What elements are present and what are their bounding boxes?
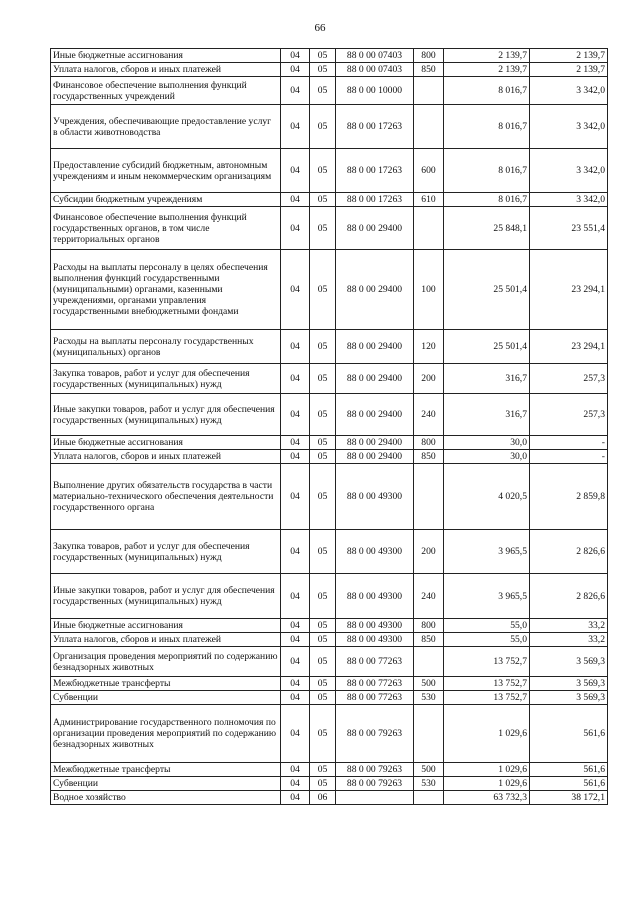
section-code-cell: 04 <box>281 464 310 530</box>
expense-type-cell <box>414 791 444 805</box>
expense-type-cell: 610 <box>414 193 444 207</box>
amount-2-cell: 3 342,0 <box>530 105 608 149</box>
amount-1-cell: 8 016,7 <box>444 77 530 105</box>
table-row <box>51 436 608 450</box>
table-row <box>51 530 608 574</box>
expense-type-cell <box>414 705 444 763</box>
target-article-cell: 88 0 00 77263 <box>336 677 414 691</box>
amount-2-cell: 2 139,7 <box>530 63 608 77</box>
target-article-cell: 88 0 00 17263 <box>336 105 414 149</box>
expense-type-cell <box>414 647 444 677</box>
row-name-cell: Субвенции <box>51 691 281 705</box>
amount-2-cell: 23 294,1 <box>530 330 608 364</box>
row-name-cell: Предоставление субсидий бюджетным, автономным учреждениям и иным некоммерческим организациям <box>51 149 281 193</box>
amount-2-cell: 38 172,1 <box>530 791 608 805</box>
expense-type-cell: 240 <box>414 574 444 619</box>
table-row <box>51 63 608 77</box>
section-code-cell: 04 <box>281 791 310 805</box>
expense-type-cell <box>414 207 444 250</box>
amount-2-cell: 3 342,0 <box>530 77 608 105</box>
section-code-cell: 04 <box>281 530 310 574</box>
budget-table <box>50 48 608 805</box>
row-name-cell: Иные бюджетные ассигнования <box>51 49 281 63</box>
amount-1-cell: 13 752,7 <box>444 677 530 691</box>
target-article-cell: 88 0 00 49300 <box>336 574 414 619</box>
row-name-cell: Водное хозяйство <box>51 791 281 805</box>
target-article-cell: 88 0 00 17263 <box>336 149 414 193</box>
amount-1-cell: 316,7 <box>444 394 530 436</box>
target-article-cell: 88 0 00 49300 <box>336 633 414 647</box>
amount-2-cell: 33,2 <box>530 633 608 647</box>
table-row <box>51 647 608 677</box>
table-body <box>51 49 608 805</box>
row-name-cell: Межбюджетные трансферты <box>51 763 281 777</box>
amount-1-cell: 63 732,3 <box>444 791 530 805</box>
section-code-cell: 04 <box>281 250 310 330</box>
subsection-code-cell: 05 <box>310 705 336 763</box>
section-code-cell: 04 <box>281 677 310 691</box>
subsection-code-cell: 05 <box>310 530 336 574</box>
amount-1-cell: 13 752,7 <box>444 647 530 677</box>
section-code-cell: 04 <box>281 691 310 705</box>
row-name-cell: Уплата налогов, сборов и иных платежей <box>51 63 281 77</box>
table-row <box>51 193 608 207</box>
row-name-cell: Уплата налогов, сборов и иных платежей <box>51 633 281 647</box>
table-row <box>51 763 608 777</box>
table-row <box>51 464 608 530</box>
target-article-cell: 88 0 00 29400 <box>336 436 414 450</box>
amount-1-cell: 1 029,6 <box>444 763 530 777</box>
subsection-code-cell: 05 <box>310 574 336 619</box>
amount-1-cell: 13 752,7 <box>444 691 530 705</box>
section-code-cell: 04 <box>281 647 310 677</box>
section-code-cell: 04 <box>281 777 310 791</box>
target-article-cell: 88 0 00 79263 <box>336 777 414 791</box>
section-code-cell: 04 <box>281 394 310 436</box>
target-article-cell: 88 0 00 79263 <box>336 705 414 763</box>
subsection-code-cell: 05 <box>310 436 336 450</box>
section-code-cell: 04 <box>281 450 310 464</box>
expense-type-cell: 800 <box>414 436 444 450</box>
table-row <box>51 619 608 633</box>
subsection-code-cell: 05 <box>310 677 336 691</box>
amount-1-cell: 3 965,5 <box>444 530 530 574</box>
amount-1-cell: 25 501,4 <box>444 250 530 330</box>
amount-2-cell: 3 569,3 <box>530 677 608 691</box>
subsection-code-cell: 05 <box>310 647 336 677</box>
table-row <box>51 450 608 464</box>
subsection-code-cell: 05 <box>310 330 336 364</box>
amount-2-cell: 561,6 <box>530 763 608 777</box>
subsection-code-cell: 05 <box>310 394 336 436</box>
table-row <box>51 677 608 691</box>
amount-1-cell: 3 965,5 <box>444 574 530 619</box>
section-code-cell: 04 <box>281 49 310 63</box>
amount-1-cell: 4 020,5 <box>444 464 530 530</box>
table-row <box>51 394 608 436</box>
amount-2-cell: 3 569,3 <box>530 647 608 677</box>
section-code-cell: 04 <box>281 193 310 207</box>
subsection-code-cell: 05 <box>310 105 336 149</box>
amount-2-cell: 257,3 <box>530 394 608 436</box>
expense-type-cell: 120 <box>414 330 444 364</box>
table-row <box>51 330 608 364</box>
expense-type-cell: 100 <box>414 250 444 330</box>
table-row <box>51 250 608 330</box>
target-article-cell: 88 0 00 17263 <box>336 193 414 207</box>
subsection-code-cell: 05 <box>310 763 336 777</box>
table-row <box>51 207 608 250</box>
amount-2-cell: 257,3 <box>530 364 608 394</box>
section-code-cell: 04 <box>281 105 310 149</box>
table-row <box>51 777 608 791</box>
amount-1-cell: 30,0 <box>444 450 530 464</box>
expense-type-cell: 240 <box>414 394 444 436</box>
subsection-code-cell: 05 <box>310 77 336 105</box>
section-code-cell: 04 <box>281 705 310 763</box>
row-name-cell: Выполнение других обязательств государства в части материально-технического обеспечения деятельности государственного органа <box>51 464 281 530</box>
expense-type-cell: 530 <box>414 691 444 705</box>
row-name-cell: Расходы на выплаты персоналу в целях обеспечения выполнения функций государственными (муниципальными) органами, казенными учреждениями, органами управления государственными внебюджетными фондами <box>51 250 281 330</box>
expense-type-cell: 850 <box>414 633 444 647</box>
subsection-code-cell: 05 <box>310 207 336 250</box>
amount-1-cell: 1 029,6 <box>444 705 530 763</box>
page-number: 66 <box>314 22 326 34</box>
row-name-cell: Иные закупки товаров, работ и услуг для обеспечения государственных (муниципальных) нужд <box>51 394 281 436</box>
expense-type-cell: 850 <box>414 63 444 77</box>
amount-2-cell: 561,6 <box>530 777 608 791</box>
amount-1-cell: 25 501,4 <box>444 330 530 364</box>
target-article-cell: 88 0 00 77263 <box>336 647 414 677</box>
expense-type-cell: 600 <box>414 149 444 193</box>
row-name-cell: Закупка товаров, работ и услуг для обеспечения государственных (муниципальных) нужд <box>51 364 281 394</box>
expense-type-cell: 200 <box>414 364 444 394</box>
subsection-code-cell: 06 <box>310 791 336 805</box>
section-code-cell: 04 <box>281 330 310 364</box>
amount-1-cell: 55,0 <box>444 619 530 633</box>
target-article-cell: 88 0 00 29400 <box>336 250 414 330</box>
table-row <box>51 49 608 63</box>
target-article-cell: 88 0 00 10000 <box>336 77 414 105</box>
section-code-cell: 04 <box>281 436 310 450</box>
expense-type-cell <box>414 105 444 149</box>
table-row <box>51 633 608 647</box>
section-code-cell: 04 <box>281 63 310 77</box>
amount-2-cell: 3 342,0 <box>530 149 608 193</box>
row-name-cell: Учреждения, обеспечивающие предоставление услуг в области животноводства <box>51 105 281 149</box>
amount-1-cell: 8 016,7 <box>444 193 530 207</box>
row-name-cell: Организация проведения мероприятий по содержанию безнадзорных животных <box>51 647 281 677</box>
section-code-cell: 04 <box>281 633 310 647</box>
amount-2-cell: 2 859,8 <box>530 464 608 530</box>
subsection-code-cell: 05 <box>310 250 336 330</box>
table-row <box>51 791 608 805</box>
section-code-cell: 04 <box>281 77 310 105</box>
target-article-cell: 88 0 00 29400 <box>336 450 414 464</box>
amount-2-cell: 33,2 <box>530 619 608 633</box>
target-article-cell: 88 0 00 79263 <box>336 763 414 777</box>
amount-2-cell: 2 139,7 <box>530 49 608 63</box>
amount-1-cell: 2 139,7 <box>444 49 530 63</box>
amount-2-cell: 3 342,0 <box>530 193 608 207</box>
table-row <box>51 705 608 763</box>
amount-2-cell: 23 294,1 <box>530 250 608 330</box>
target-article-cell: 88 0 00 07403 <box>336 63 414 77</box>
table-row <box>51 364 608 394</box>
subsection-code-cell: 05 <box>310 49 336 63</box>
target-article-cell: 88 0 00 49300 <box>336 530 414 574</box>
amount-2-cell: 3 569,3 <box>530 691 608 705</box>
subsection-code-cell: 05 <box>310 619 336 633</box>
subsection-code-cell: 05 <box>310 450 336 464</box>
row-name-cell: Финансовое обеспечение выполнения функций государственных учреждений <box>51 77 281 105</box>
subsection-code-cell: 05 <box>310 464 336 530</box>
amount-1-cell: 2 139,7 <box>444 63 530 77</box>
subsection-code-cell: 05 <box>310 633 336 647</box>
amount-1-cell: 1 029,6 <box>444 777 530 791</box>
expense-type-cell: 800 <box>414 619 444 633</box>
target-article-cell: 88 0 00 77263 <box>336 691 414 705</box>
section-code-cell: 04 <box>281 574 310 619</box>
amount-1-cell: 316,7 <box>444 364 530 394</box>
table-row <box>51 77 608 105</box>
subsection-code-cell: 05 <box>310 63 336 77</box>
row-name-cell: Закупка товаров, работ и услуг для обеспечения государственных (муниципальных) нужд <box>51 530 281 574</box>
amount-1-cell: 8 016,7 <box>444 149 530 193</box>
target-article-cell: 88 0 00 29400 <box>336 330 414 364</box>
amount-2-cell: 2 826,6 <box>530 530 608 574</box>
subsection-code-cell: 05 <box>310 691 336 705</box>
subsection-code-cell: 05 <box>310 193 336 207</box>
row-name-cell: Финансовое обеспечение выполнения функций государственных органов, в том числе территориальных органов <box>51 207 281 250</box>
expense-type-cell: 530 <box>414 777 444 791</box>
subsection-code-cell: 05 <box>310 777 336 791</box>
expense-type-cell: 850 <box>414 450 444 464</box>
expense-type-cell <box>414 464 444 530</box>
target-article-cell: 88 0 00 29400 <box>336 364 414 394</box>
amount-2-cell: - <box>530 436 608 450</box>
target-article-cell: 88 0 00 29400 <box>336 394 414 436</box>
amount-2-cell: 23 551,4 <box>530 207 608 250</box>
section-code-cell: 04 <box>281 364 310 394</box>
row-name-cell: Уплата налогов, сборов и иных платежей <box>51 450 281 464</box>
expense-type-cell: 800 <box>414 49 444 63</box>
section-code-cell: 04 <box>281 149 310 193</box>
amount-2-cell: - <box>530 450 608 464</box>
expense-type-cell: 500 <box>414 677 444 691</box>
row-name-cell: Иные бюджетные ассигнования <box>51 436 281 450</box>
table-row <box>51 574 608 619</box>
row-name-cell: Расходы на выплаты персоналу государственных (муниципальных) органов <box>51 330 281 364</box>
row-name-cell: Администрирование государственного полномочия по организации проведения мероприятий по содержанию безнадзорных животных <box>51 705 281 763</box>
table-row <box>51 149 608 193</box>
amount-2-cell: 561,6 <box>530 705 608 763</box>
row-name-cell: Иные бюджетные ассигнования <box>51 619 281 633</box>
target-article-cell <box>336 791 414 805</box>
row-name-cell: Иные закупки товаров, работ и услуг для обеспечения государственных (муниципальных) нужд <box>51 574 281 619</box>
table-row <box>51 691 608 705</box>
target-article-cell: 88 0 00 49300 <box>336 464 414 530</box>
subsection-code-cell: 05 <box>310 149 336 193</box>
row-name-cell: Субсидии бюджетным учреждениям <box>51 193 281 207</box>
target-article-cell: 88 0 00 29400 <box>336 207 414 250</box>
target-article-cell: 88 0 00 49300 <box>336 619 414 633</box>
expense-type-cell <box>414 77 444 105</box>
row-name-cell: Субвенции <box>51 777 281 791</box>
amount-1-cell: 8 016,7 <box>444 105 530 149</box>
amount-1-cell: 55,0 <box>444 633 530 647</box>
section-code-cell: 04 <box>281 207 310 250</box>
section-code-cell: 04 <box>281 763 310 777</box>
amount-1-cell: 25 848,1 <box>444 207 530 250</box>
expense-type-cell: 500 <box>414 763 444 777</box>
table-row <box>51 105 608 149</box>
expense-type-cell: 200 <box>414 530 444 574</box>
subsection-code-cell: 05 <box>310 364 336 394</box>
target-article-cell: 88 0 00 07403 <box>336 49 414 63</box>
row-name-cell: Межбюджетные трансферты <box>51 677 281 691</box>
amount-1-cell: 30,0 <box>444 436 530 450</box>
section-code-cell: 04 <box>281 619 310 633</box>
amount-2-cell: 2 826,6 <box>530 574 608 619</box>
